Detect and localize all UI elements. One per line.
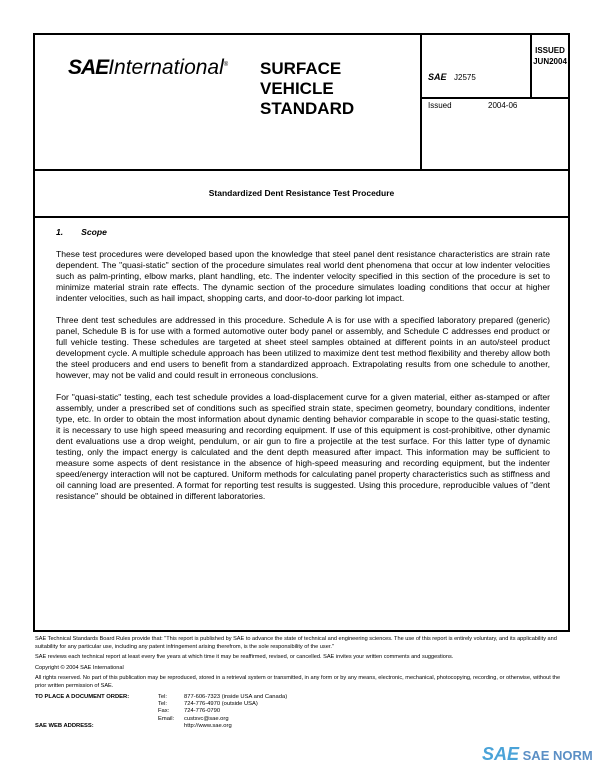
footer-rights: All rights reserved. No part of this publication may be reproduced, stored in a retrieval system or transmitted, in any form or by any means, electronic, mechanical, photocopying, recording, or otherwise, without the prior written permission of SAE.: [35, 675, 561, 689]
issued-date: 2004-06: [488, 101, 518, 110]
paragraph: For "quasi-static" testing, each test schedule provides a load-displacement curve for a given material, either as-stamped or after assembly, under a prescribed set of conditions such as specified strain state, specimen geometry, boundary conditions, indenter type, etc. In order to obtain the most information about dynamic denting behavior comparable in scope to the quasi-static testing, it is necessary to use high speed measuring and recording equipment. If use of this equipment is cost-prohibitive, other dynamic dent evaluations use a drop weight, pendulum, or air gun to fire a projectile at the test surface. For this latter type of dynamic testing, only the impact energy is calculated and the dent depth measured after impact. This information may be sufficient to measure some aspects of dent resistance in the absence of high-speed measuring and recording equipment, but the indenter speed/energy interaction will not be captured. Uniform methods for calculating panel property characteristics such as stiffness and oil canning load are presented. A format for reporting test results is suggested. Using this procedure, reproducible values of "dent resistance" should be obtained in different laboratories.: [56, 392, 550, 501]
contact-label: Email:: [158, 715, 175, 722]
status: ISSUED: [535, 46, 565, 55]
document-body: [56, 227, 550, 513]
document-title: Standardized Dent Resistance Test Procedure: [35, 171, 568, 218]
web-label: SAE WEB ADDRESS:: [35, 723, 94, 730]
order-label: TO PLACE A DOCUMENT ORDER:: [35, 693, 130, 700]
contact-label: Fax:: [158, 708, 170, 715]
contact-label: Tel:: [158, 700, 168, 707]
sae-small-logo: SAE: [428, 72, 447, 82]
issued-label: Issued: [428, 101, 452, 110]
section-title: Scope: [81, 227, 107, 237]
logo-sae: SAE: [68, 56, 109, 79]
section-heading: [56, 227, 550, 238]
doc-type-line: STANDARD: [260, 99, 355, 118]
contact-email[interactable]: custsvc@sae.org: [184, 715, 229, 722]
footer-rules: SAE Technical Standards Board Rules provide that: "This report is published by SAE to advance the state of technical and engineering sciences. The use of this report is entirely voluntary, and its applicability and suitability for any particular use, including any patent infringement arising therefrom, is the sole responsibility of the user.": [35, 636, 557, 650]
logo-tm: ®: [223, 62, 229, 68]
section-number: 1.: [56, 227, 64, 237]
web-address-link[interactable]: http://www.sae.org: [184, 723, 232, 730]
footer-review: SAE reviews each technical report at least every five years at which time it may be reaffirmed, revised, or cancelled. SAE invites your written comments and suggestions.: [35, 654, 454, 661]
sae-international-logo: [68, 53, 258, 80]
sae-norm-watermark: [482, 744, 597, 766]
contact-value: 724-776-0790: [184, 708, 221, 715]
doc-type-line: VEHICLE: [260, 79, 334, 98]
document-type: [260, 59, 410, 119]
issue-status: [532, 45, 568, 67]
contact-value: 724-776-4970 (outside USA): [184, 700, 258, 707]
header: [35, 35, 568, 171]
contact-value: 877-606-7323 (inside USA and Canada): [184, 693, 288, 700]
document-frame: [33, 33, 570, 632]
status-date: JUN2004: [533, 57, 567, 66]
footer-copyright: Copyright © 2004 SAE International: [35, 664, 124, 671]
footer: [35, 636, 565, 731]
logo-international: International: [108, 56, 224, 79]
doc-type-line: SURFACE: [260, 59, 342, 78]
paragraph: These test procedures were developed based upon the knowledge that steel panel dent resistance characteristics are strain rate dependent. The "quasi-static" section of the procedure simulates real world dent phenomena that occur at low indenter velocities such as palm-printing, elbow marks, plant handling, etc. The indenter velocity specified in this section of the procedure is set to minimize material strain rate effects. The dynamic section of the procedure simulates loading conditions that occur at higher indenter velocities, such as hail impact, shopping carts, and door-to-door parking lot impact.: [56, 249, 550, 303]
watermark-logo: SAE: [482, 744, 520, 764]
document-number: J2575: [454, 73, 476, 82]
order-info: [35, 694, 384, 731]
paragraph: Three dent test schedules are addressed in this procedure. Schedule A is for use with a specified laboratory prepared (generic) panel, Schedule B is for use with a formed automotive outer body panel or assembly, and Schedule C addresses end product or full vehicle testing. These schedules are targeted at sheet steel samples obtained at different points in an auto/steel product development cycle. A multiple schedule approach has been utilized to maximize dent test method flexibility and thereby allow both the steel producers and end users to benefit from a standardized approach. Extrapolating results from one schedule to another, however, may not be valid and could result in erroneous conclusions.: [56, 315, 550, 380]
watermark-text: SAE NORM: [522, 748, 593, 763]
issued-info: [422, 99, 568, 119]
contact-label: Tel:: [158, 693, 168, 700]
